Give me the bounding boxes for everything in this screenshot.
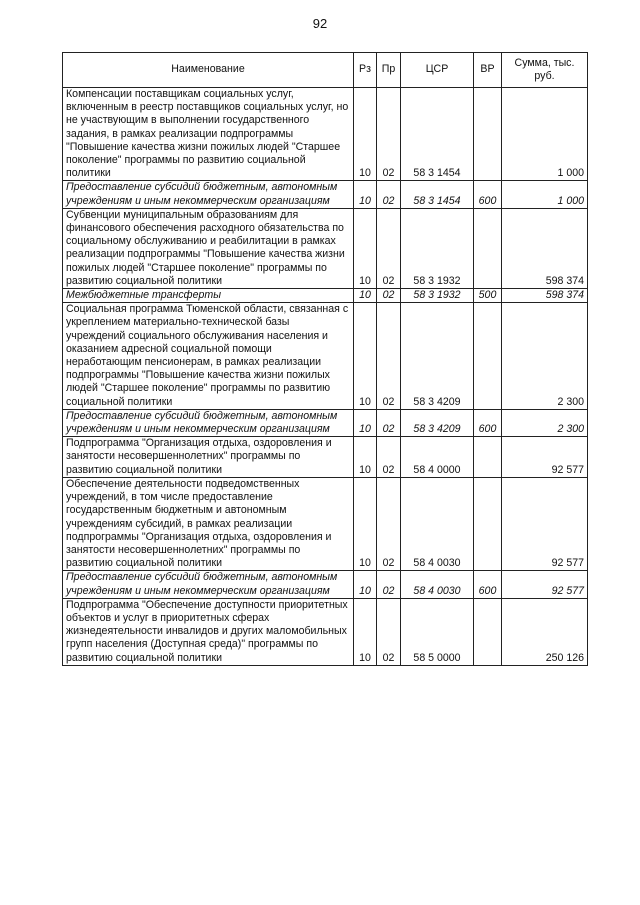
row-vr-cell: 600	[474, 571, 502, 598]
row-sum-cell: 250 126	[502, 598, 588, 665]
row-vr-cell	[474, 437, 502, 478]
row-name-cell: Подпрограмма "Обеспечение доступности приоритетных объектов и услуг в приоритетных сферах жизнедеятельности инвалидов и других маломобильных групп населения (Доступная среда)" программы по развитию социальной политики	[63, 598, 354, 665]
row-csr-cell: 58 5 0000	[401, 598, 474, 665]
row-sum-cell: 92 577	[502, 477, 588, 570]
table-row	[63, 598, 588, 665]
row-pr-cell: 02	[377, 88, 401, 181]
header-pr: Пр	[377, 53, 401, 88]
row-pr-cell: 02	[377, 409, 401, 436]
row-sum-cell: 1 000	[502, 88, 588, 181]
row-csr-cell: 58 4 0030	[401, 477, 474, 570]
row-csr-cell: 58 4 0030	[401, 571, 474, 598]
table-row	[63, 181, 588, 208]
row-sum-cell: 2 300	[502, 409, 588, 436]
row-rz-cell: 10	[354, 88, 377, 181]
header-vr: ВР	[474, 53, 502, 88]
row-rz-cell: 10	[354, 289, 377, 303]
row-name-cell: Предоставление субсидий бюджетным, автономным учреждениям и иным некоммерческим организациям	[63, 181, 354, 208]
row-sum-cell: 92 577	[502, 437, 588, 478]
row-vr-cell: 600	[474, 181, 502, 208]
row-name-cell: Субвенции муниципальным образованиям для финансового обеспечения расходного обязательства по социальному обслуживанию и реабилитации в рамках реализации подпрограммы "Повышение качества жизни пожилых людей "Старшее поколение" программы по развитию социальной политики	[63, 208, 354, 288]
row-pr-cell: 02	[377, 437, 401, 478]
row-name-cell: Предоставление субсидий бюджетным, автономным учреждениям и иным некоммерческим организациям	[63, 571, 354, 598]
header-rz: Рз	[354, 53, 377, 88]
row-pr-cell: 02	[377, 289, 401, 303]
row-name-cell: Социальная программа Тюменской области, связанная с укреплением материально-технической базы учреждений социального обслуживания населения и оказанием адресной социальной помощи неработающим пенсионерам, в рамках реализации подпрограммы "Повышение качества жизни пожилых людей "Старшее поколение" программы по развитию социальной политики	[63, 303, 354, 410]
budget-table	[62, 52, 588, 666]
table-row	[63, 437, 588, 478]
row-csr-cell: 58 3 4209	[401, 409, 474, 436]
row-rz-cell: 10	[354, 477, 377, 570]
row-vr-cell: 600	[474, 409, 502, 436]
table-row	[63, 289, 588, 303]
row-csr-cell: 58 4 0000	[401, 437, 474, 478]
row-name-cell: Компенсации поставщикам социальных услуг, включенным в реестр поставщиков социальных услуг, но не участвующим в выполнении государственного задания, в рамках реализации подпрограммы "Повышение качества жизни пожилых людей "Старшее поколение" программы по развитию социальной политики	[63, 88, 354, 181]
row-name-cell: Подпрограмма "Организация отдыха, оздоровления и занятости несовершеннолетних" программы по развитию социальной политики	[63, 437, 354, 478]
row-rz-cell: 10	[354, 598, 377, 665]
header-csr: ЦСР	[401, 53, 474, 88]
row-sum-cell: 92 577	[502, 571, 588, 598]
table-row	[63, 208, 588, 288]
row-vr-cell	[474, 303, 502, 410]
row-pr-cell: 02	[377, 208, 401, 288]
row-vr-cell	[474, 477, 502, 570]
row-name-cell: Межбюджетные трансферты	[63, 289, 354, 303]
row-vr-cell	[474, 208, 502, 288]
table-row	[63, 409, 588, 436]
row-sum-cell: 1 000	[502, 181, 588, 208]
row-rz-cell: 10	[354, 437, 377, 478]
row-name-cell: Предоставление субсидий бюджетным, автономным учреждениям и иным некоммерческим организациям	[63, 409, 354, 436]
row-csr-cell: 58 3 1932	[401, 208, 474, 288]
table-header-row	[63, 53, 588, 88]
row-rz-cell: 10	[354, 409, 377, 436]
row-rz-cell: 10	[354, 303, 377, 410]
page-number: 92	[312, 16, 328, 31]
row-csr-cell: 58 3 1932	[401, 289, 474, 303]
row-rz-cell: 10	[354, 181, 377, 208]
table-row	[63, 571, 588, 598]
row-pr-cell: 02	[377, 181, 401, 208]
row-csr-cell: 58 3 1454	[401, 181, 474, 208]
table-row	[63, 88, 588, 181]
row-vr-cell	[474, 598, 502, 665]
row-csr-cell: 58 3 1454	[401, 88, 474, 181]
row-sum-cell: 2 300	[502, 303, 588, 410]
header-name: Наименование	[63, 53, 354, 88]
row-pr-cell: 02	[377, 477, 401, 570]
row-vr-cell: 500	[474, 289, 502, 303]
row-rz-cell: 10	[354, 571, 377, 598]
row-pr-cell: 02	[377, 571, 401, 598]
row-name-cell: Обеспечение деятельности подведомственных учреждений, в том числе предоставление государственным бюджетным и автономным учреждениям субсидий, в рамках реализации подпрограммы "Организация отдыха, оздоровления и занятости несовершеннолетних" программы по развитию социальной политики	[63, 477, 354, 570]
row-csr-cell: 58 3 4209	[401, 303, 474, 410]
row-pr-cell: 02	[377, 598, 401, 665]
row-sum-cell: 598 374	[502, 208, 588, 288]
table-row	[63, 477, 588, 570]
table-row	[63, 303, 588, 410]
row-rz-cell: 10	[354, 208, 377, 288]
header-sum: Сумма, тыс. руб.	[502, 53, 588, 88]
row-pr-cell: 02	[377, 303, 401, 410]
row-sum-cell: 598 374	[502, 289, 588, 303]
row-vr-cell	[474, 88, 502, 181]
